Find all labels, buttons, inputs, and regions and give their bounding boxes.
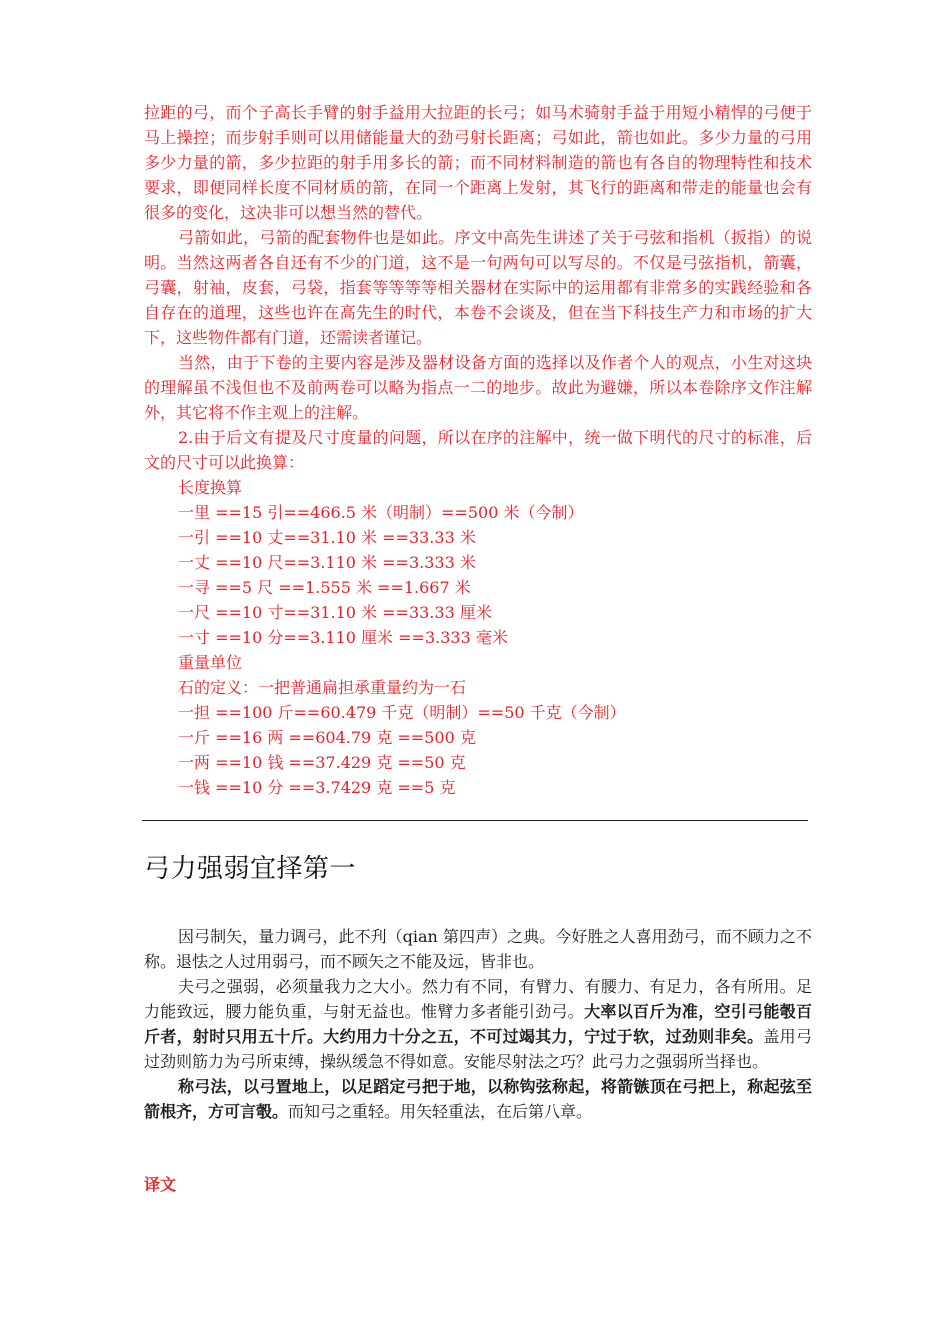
weight-row: 一斤 ==16 两 ==604.79 克 ==500 克 [178,728,476,747]
paragraph-3-emphasis: 称弓法，以弓置地上，以足蹈定弓把于地，以称钩弦称起，将箭镞顶在弓把上，称起弦至箭根齐，方可言彀。 [144,1077,812,1121]
chapter-title: 弓力强弱宜择第一 [144,854,357,884]
chapter-paragraph-3 [144,1074,812,1124]
annotation-section [144,100,812,800]
paragraph-3-tail: 而知弓之重轻。用矢轻重法，在后第八章。 [288,1102,593,1121]
paragraph-2-emphasis: 大率以百斤为准，空引弓能彀百斤者，射时只用五十斤。大约用力十分之五，不可过竭其力，宁过于软，过劲则非矣。 [144,1002,812,1046]
section-divider [142,820,808,821]
length-row: 一丈 ==10 尺==3.110 米 ==3.333 米 [178,553,476,572]
conversion-list [178,475,812,800]
chapter-paragraph-2 [144,974,812,1074]
weight-row: 一两 ==10 钱 ==37.429 克 ==50 克 [178,753,466,772]
length-title: 长度换算 [178,478,243,497]
weight-row: 一钱 ==10 分 ==3.7429 克 ==5 克 [178,778,456,797]
length-row: 一寻 ==5 尺 ==1.555 米 ==1.667 米 [178,578,471,597]
weight-row: 一担 ==100 斤==60.479 千克（明制）==50 千克（今制） [178,703,626,722]
note-paragraph-4: 2.由于后文有提及尺寸度量的问题，所以在序的注解中，统一做下明代的尺寸的标准，后文的尺寸可以此换算： [144,428,812,472]
paragraph-2-text: 夫弓之强弱，必须量我力之大小。然力有不同，有臂力、有腰力、有足力，各有所用。足力能致远，腰力能负重，与射无益也。惟臂力多者能引劲弓。 [144,977,812,1021]
weight-title: 重量单位 [178,653,243,672]
chapter-paragraph-1: 因弓制矢，量力调弓，此不刋（qian 第四声）之典。今好胜之人喜用劲弓，而不顾力之不称。退怯之人过用弱弓，而不顾矢之不能及远，皆非也。 [144,927,812,971]
note-paragraph-3: 当然，由于下卷的主要内容是涉及器材设备方面的选择以及作者个人的观点，小生对这块的理解虽不浅但也不及前两卷可以略为指点一二的地步。故此为避嫌，所以本卷除序文作注解外，其它将不作主观上的注解。 [144,353,812,422]
length-row: 一尺 ==10 寸==31.10 米 ==33.33 厘米 [178,603,492,622]
weight-definition: 石的定义：一把普通扁担承重量约为一石 [178,678,467,697]
note-paragraph-2: 弓箭如此，弓箭的配套物件也是如此。序文中高先生讲述了关于弓弦和指机（扳指）的说明。当然这两者各自还有不少的门道，这不是一句两句可以写尽的。不仅是弓弦指机，箭囊，弓囊，射袖，皮套，弓袋，指套等等等等相关器材在实际中的运用都有非常多的实践经验和各自存在的道理，这些也许在高先生的时代，本卷不会谈及，但在当下科技生产力和市场的扩大下，这些物件都有门道，还需读者谨记。 [144,228,812,347]
paragraph-2-tail: 盖用弓过劲则筋力为弓所束缚，操纵缓急不得如意。安能尽射法之巧？此弓力之强弱所当择也。 [144,1027,812,1071]
length-row: 一引 ==10 丈==31.10 米 ==33.33 米 [178,528,476,547]
length-row: 一里 ==15 引==466.5 米（明制）==500 米（今制） [178,503,584,522]
length-row: 一寸 ==10 分==3.110 厘米 ==3.333 毫米 [178,628,508,647]
note-paragraph-1: 拉距的弓，而个子高长手臂的射手益用大拉距的长弓；如马术骑射手益于用短小精悍的弓便于马上操控；而步射手则可以用储能量大的劲弓射长距离；弓如此，箭也如此。多少力量的弓用多少力量的箭，多少拉距的射手用多长的箭；而不同材料制造的箭也有各自的物理特性和技术要求，即便同样长度不同材质的箭，在同一个距离上发射，其飞行的距离和带走的能量也会有很多的变化，这决非可以想当然的替代。 [144,103,812,222]
chapter-body [144,924,812,1124]
translation-heading: 译文 [144,1175,177,1194]
